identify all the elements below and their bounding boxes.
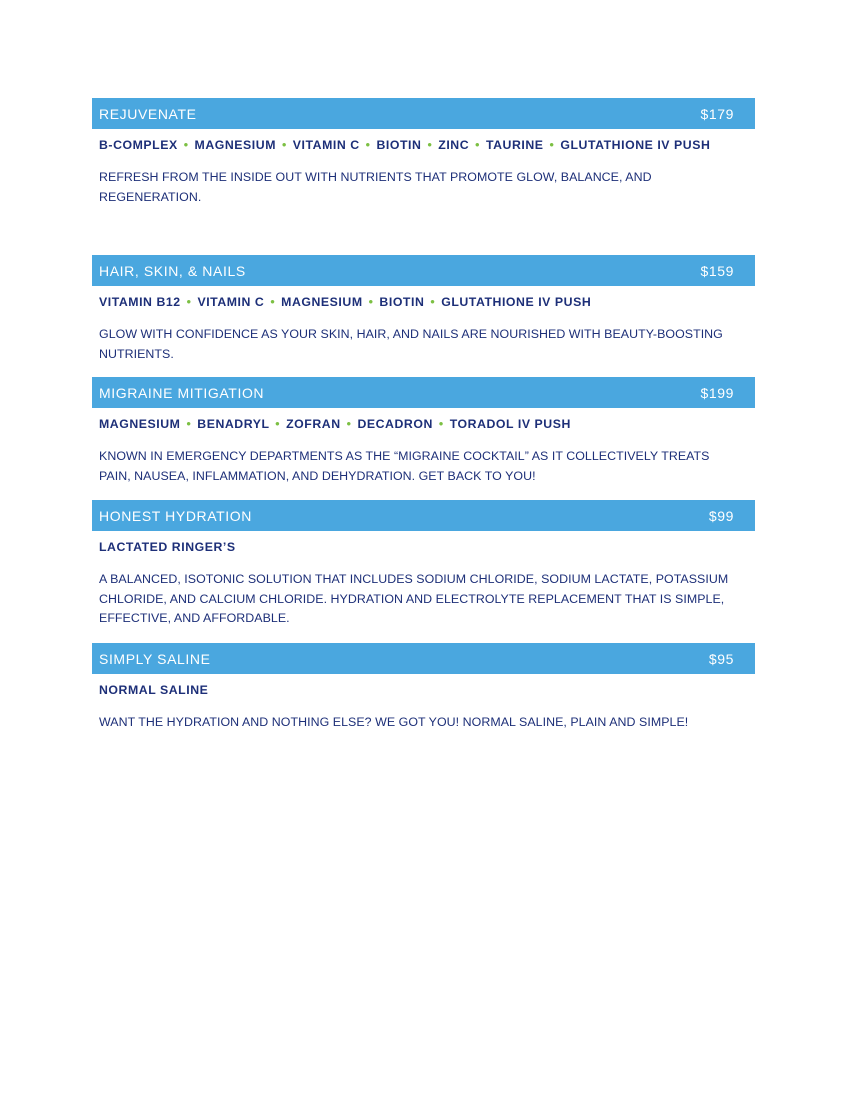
section-price: $159 xyxy=(700,262,734,279)
ingredient-item: VITAMIN C xyxy=(197,295,265,309)
bullet-separator-icon: • xyxy=(365,138,371,152)
ingredient-item: DECADRON xyxy=(357,417,433,431)
menu-section-rejuvenate xyxy=(92,98,755,207)
ingredient-item: B-COMPLEX xyxy=(99,138,178,152)
ingredient-item: TORADOL IV PUSH xyxy=(449,417,571,431)
section-header-bar xyxy=(92,643,755,674)
ingredient-item: BENADRYL xyxy=(197,417,270,431)
ingredient-item: BIOTIN xyxy=(376,138,422,152)
menu-section-hair-skin-nails xyxy=(92,255,755,364)
menu-section-honest-hydration xyxy=(92,500,755,629)
bullet-separator-icon: • xyxy=(281,138,287,152)
section-description: WANT THE HYDRATION AND NOTHING ELSE? WE GOT YOU! NORMAL SALINE, PLAIN AND SIMPLE! xyxy=(99,715,689,729)
ingredient-list xyxy=(99,417,755,431)
ingredient-item: VITAMIN C xyxy=(292,138,360,152)
ingredient-list xyxy=(99,295,755,309)
ingredient-item: LACTATED RINGER’S xyxy=(99,540,236,554)
ingredient-item: MAGNESIUM xyxy=(194,138,276,152)
ingredient-item: TAURINE xyxy=(485,138,544,152)
ingredient-item: VITAMIN B12 xyxy=(99,295,181,309)
ingredient-item: MAGNESIUM xyxy=(99,417,181,431)
bullet-separator-icon: • xyxy=(186,295,192,309)
bullet-separator-icon: • xyxy=(186,417,192,431)
ingredient-list xyxy=(99,138,755,152)
section-title: HAIR, SKIN, & NAILS xyxy=(99,262,246,279)
section-header-bar xyxy=(92,500,755,531)
bullet-separator-icon: • xyxy=(430,295,436,309)
ingredient-list xyxy=(99,540,755,554)
section-title: SIMPLY SALINE xyxy=(99,650,211,667)
bullet-separator-icon: • xyxy=(270,295,276,309)
section-header-bar xyxy=(92,255,755,286)
section-header-bar xyxy=(92,377,755,408)
ingredient-item: ZOFRAN xyxy=(286,417,341,431)
section-title: MIGRAINE MITIGATION xyxy=(99,384,265,401)
bullet-separator-icon: • xyxy=(549,138,555,152)
ingredient-item: NORMAL SALINE xyxy=(99,683,209,697)
ingredient-item: GLUTATHIONE IV PUSH xyxy=(441,295,592,309)
section-title: HONEST HYDRATION xyxy=(99,507,252,524)
section-description: GLOW WITH CONFIDENCE AS YOUR SKIN, HAIR, AND NAILS ARE NOURISHED WITH BEAUTY-BOOSTING NUTRIENTS. xyxy=(99,327,723,361)
bullet-separator-icon: • xyxy=(275,417,281,431)
menu-section-migraine-mitigation xyxy=(92,377,755,486)
ingredient-list xyxy=(99,683,755,697)
section-price: $99 xyxy=(708,507,734,524)
bullet-separator-icon: • xyxy=(438,417,444,431)
bullet-separator-icon: • xyxy=(346,417,352,431)
ingredient-item: MAGNESIUM xyxy=(281,295,363,309)
section-price: $179 xyxy=(700,105,734,122)
menu-section-simply-saline xyxy=(92,643,755,733)
section-description: REFRESH FROM THE INSIDE OUT WITH NUTRIENTS THAT PROMOTE GLOW, BALANCE, AND REGENERATION. xyxy=(99,170,652,204)
section-title: REJUVENATE xyxy=(99,105,197,122)
bullet-separator-icon: • xyxy=(183,138,189,152)
section-header-bar xyxy=(92,98,755,129)
section-price: $95 xyxy=(708,650,734,667)
ingredient-item: BIOTIN xyxy=(379,295,425,309)
bullet-separator-icon: • xyxy=(368,295,374,309)
ingredient-item: GLUTATHIONE IV PUSH xyxy=(560,138,711,152)
section-description: A BALANCED, ISOTONIC SOLUTION THAT INCLUDES SODIUM CHLORIDE, SODIUM LACTATE, POTASSIUM CHLORIDE, AND CALCIUM CHLORIDE. HYDRATION AND ELECTROLYTE REPLACEMENT THAT IS SIMPLE, EFFECTIVE, AND AFFORDABLE. xyxy=(99,572,729,625)
section-price: $199 xyxy=(700,384,734,401)
ingredient-item: ZINC xyxy=(438,138,470,152)
bullet-separator-icon: • xyxy=(475,138,480,152)
bullet-separator-icon: • xyxy=(427,138,433,152)
section-description: KNOWN IN EMERGENCY DEPARTMENTS AS THE “MIGRAINE COCKTAIL” AS IT COLLECTIVELY TREATS PAIN, NAUSEA, INFLAMMATION, AND DEHYDRATION. GET BACK TO YOU! xyxy=(99,449,710,483)
